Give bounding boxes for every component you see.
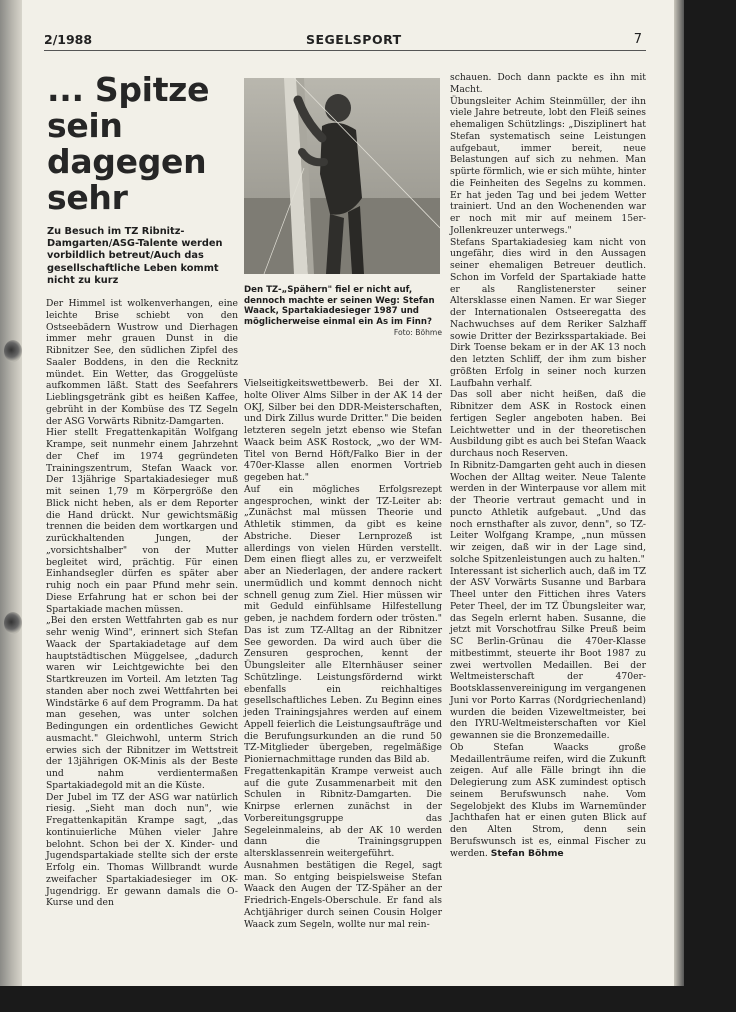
scan-left-edge <box>0 0 22 1012</box>
article-subheadline: Zu Besuch im TZ Ribnitz-Damgarten/ASG-Talente werden vorbildlich betreut/Auch das gesellschaftliche Leben kommt nicht zu kurz <box>47 226 223 286</box>
binder-hole <box>4 340 22 362</box>
paragraph: Das soll aber nicht heißen, daß die Ribnitzer dem ASK in Rostock einen fertigen Segler angeboten haben. Bei Leichtwetter und in der theoretischen Ausbildung gibt es auch bei Stefan Waack durchaus noch Reserven. <box>450 389 646 459</box>
paragraph: Fregattenkapitän Krampe verweist auch auf die gute Zusammenarbeit mit den Schulen in Ribnitz-Damgarten. Die Knirpse erlernen zunächst in der Vorbereitungsgruppe das Segeleinmaleins, ab der AK 10 werden dann die Trainingsgruppen altersklassenrein weitergeführt. <box>244 765 442 859</box>
magazine-page <box>22 0 674 986</box>
scan-right-edge <box>674 0 736 1012</box>
article-photo <box>244 78 440 274</box>
paragraph: Auf ein mögliches Erfolgsrezept angesprochen, winkt der TZ-Leiter ab: „Zunächst mal müssen Theorie und Athletik stimmen, da gibt es keine Abstriche. Dieser Lernprozeß ist allerdings von vielen Hürden verstellt. Dem einen fliegt alles zu, er verzweifelt aber an Niederlagen, der andere rackert unermüdlich und kommt dennoch nicht schnell genug zum Ziel. Hier müssen wir mit Geduld einfühlsame Hilfestellung geben, je nachdem fordern oder trösten." Das ist zum TZ-Alltag an der Ribnitzer See geworden. Da wird auch über die Zensuren gesprochen, kennt der Übungsleiter alle Elternhäuser seiner Schützlinge. Leistungsfördernd wirkt ebenfalls ein reichhaltiges gesellschaftliches Leben. Zu Beginn eines jeden Trainingsjahres werden auf einem Appell feierlich die Leistungsaufträge und die Berufungsurkunden an die rund 50 TZ-Mitglieder übergeben, regelmäßige Pioniernachmittage runden das Bild ab. <box>244 483 442 765</box>
paragraph: Der Jubel im TZ der ASG war natürlich riesig. „Sieht man doch nun", wie Fregattenkapitän Krampe sagt, „das kontinuierliche Mühen vieler Jahre belohnt. Schon bei der X. Kinder- und Jugendspartakiade stellte sich der erste Erfolg ein. Thomas Willbrandt wurde zweifacher Spartakiadesieger im OK-Jugendrigg. Er gewann damals die O-Kurse und den <box>46 791 238 909</box>
issue-number: 2/1988 <box>44 32 93 47</box>
magazine-title: SEGELSPORT <box>306 32 402 47</box>
paragraph: schauen. Doch dann packte es ihn mit Macht. <box>450 72 646 95</box>
paragraph <box>450 742 646 860</box>
paragraph: Vielseitigkeitswettbewerb. Bei der XI. holte Oliver Alms Silber in der AK 14 der OKJ, Silber bei den DDR-Meisterschaften, und Dirk Zillus wurde Dritter." Die beiden letzteren segeln jetzt ebenso wie Stefan Waack beim ASK Rostock, „wo der WM-Titel von Bernd Höft/Falko Bier in der 470er-Klasse allen enormen Vortrieb gegeben hat." <box>244 378 442 483</box>
article-column-3 <box>450 72 646 859</box>
photo-credit: Foto: Böhme <box>393 328 442 337</box>
article-column-2 <box>244 378 442 930</box>
paragraph: Hier stellt Fregattenkapitän Wolfgang Krampe, seit nunmehr einem Jahrzehnt der Chef im 1974 gegründeten Trainingszentrum, Stefan Waack vor. Der 13jährige Spartakiadesieger muß mit seinen 1,79 m Körpergröße den Blick nicht heben, als er dem Reporter die Hand drückt. Nur gewichtsmäßig trennen die beiden dem wortkargen und zurückhaltenden Jungen, der „vorsichtshalber" von der Mutter begleitet wird, prächtig. Für einen Einhandsegler dürfen es später aber ruhig noch ein paar Pfund mehr sein. Diese Erfahrung hat er schon bei der Spartakiade machen müssen. <box>46 427 238 615</box>
paragraph: Stefans Spartakiadesieg kam nicht von ungefähr, dies wird in den Aussagen seiner ehemaligen Betreuer deutlich. Schon im Vorfeld der Spartakiade hatte er als Ranglistenerster seiner Altersklasse einen Namen. Er war Sieger der Internationalen Ostseeregatta des Nachwuchses auf dem Reriker Salzhaff sowie Dritter der Bezirksspartakiade. Bei Dirk Toense bekam er in der AK 13 noch den letzten Schliff, der ihm zum bisher größten Erfolg in seiner noch kurzen Laufbahn verhalf. <box>450 236 646 389</box>
photo-caption: Den TZ-„Spähern" fiel er nicht auf, dennoch machte er seinen Weg: Stefan Waack, Spartakiadesieger 1987 und möglicherweise einmal ein As im Finn? <box>244 285 435 327</box>
paragraph: „Bei den ersten Wettfahrten gab es nur sehr wenig Wind", erinnert sich Stefan Waack der Spartakiadetage auf dem hauptstädtischen Müggelsee, „dadurch waren wir Leichtgewichte bei den Startkreuzen im Vorteil. Am letzten Tag standen aber noch zwei Wettfahrten bei Windstärke 6 auf dem Programm. Da hat man gesehen, was unter solchen Bedingungen ein ordentliches Gewicht ausmacht." Gleichwohl, unterm Strich erwies sich der Ribnitzer im Wettstreit der 13jährigen OK-Minis als der Beste und nahm verdientermaßen Spartakiadegold mit an die Küste. <box>46 615 238 791</box>
scan-bottom-edge <box>0 986 736 1012</box>
article-author: Stefan Böhme <box>490 847 564 859</box>
paragraph: Ausnahmen bestätigen die Regel, sagt man. So entging beispielsweise Stefan Waack den Augen der TZ-Späher an der Friedrich-Engels-Oberschule. Er fand als Achtjähriger durch seinen Cousin Holger Waack zum Segeln, wollte nur mal rein- <box>244 859 442 930</box>
paragraph: In Ribnitz-Damgarten geht auch in diesen Wochen der Alltag weiter. Neue Talente werden in der Winterpause vor allem mit der Theorie vertraut gemacht und in puncto Athletik aufgebaut. „Und das noch ernsthafter als zuvor, denn", so TZ-Leiter Wolfgang Krampe, „nun müssen wir zeigen, daß wir in der Lage sind, solche Spitzenleistungen auch zu halten." <box>450 459 646 565</box>
article-headline: ... Spitze sein dagegen sehr <box>47 70 210 217</box>
paragraph: Der Himmel ist wolkenverhangen, eine leichte Brise schiebt von den Ostseebädern Wustrow und Dierhagen immer mehr grauen Dunst in die Ribnitzer See, den südlichen Zipfel des Saaler Boddens, in den die Recknitz mündet. Ein Wetter, das Groggelüste aufkommen läßt. Statt des Seefahrers Lieblingsgetränk gibt es heißen Kaffee, gebrüht in der Kombüse des TZ Segeln der ASG Vorwärts Ribnitz-Damgarten. <box>46 298 238 427</box>
page-header <box>44 32 646 51</box>
paragraph-text: Ob Stefan Waacks große Medaillenträume reifen, wird die Zukunft zeigen. Auf alle Fälle bringt ihn die Delegierung zum ASK zumindest optisch seinem Berufswunsch nahe. Vom Segelobjekt des Klubs im Warnemünder Jachthafen hat er einen guten Blick auf den Alten Strom, denn sein Berufswunsch ist es, einmal Fischer zu werden. <box>450 741 646 859</box>
binder-hole <box>4 612 22 634</box>
paragraph: Übungsleiter Achim Steinmüller, der ihn viele Jahre betreute, lobt den Fleiß seines ehemaligen Schützlings: „Disziplinert hat Stefan systematisch seine Leistungen aufgebaut, immer bereit, neue Belastungen auf sich zu nehmen. Man spürte förmlich, wie er sich mühte, hinter die Feinheiten des Segelns zu kommen. Er hat jeden Tag und bei jedem Wetter trainiert. Und an den Wochenenden war er noch mit mir auf meinem 15er-Jollenkreuzer unterwegs." <box>450 95 646 236</box>
article-column-1 <box>46 298 238 909</box>
page-number: 7 <box>633 32 642 47</box>
sailor-photo-image <box>244 78 440 274</box>
paragraph: Interessant ist sicherlich auch, daß im TZ der ASV Vorwärts Susanne und Barbara Theel unter den Fittichen ihres Vaters Peter Theel, der im TZ Übungsleiter war, das Segeln erlernt haben. Susanne, die jetzt mit Vorschotfrau Silke Preuß beim SC Berlin-Grünau die 470er-Klasse mitbestimmt, steuerte ihr Boot 1987 zu zwei wertvollen Medaillen. Bei der Weltmeisterschaft der 470er-Bootsklassenvereinigung im vergangenen Juni vor Porto Karras (Nordgriechenland) wurden die beiden Vizeweltmeister, bei den IYRU-Weltmeisterschaften vor Kiel gewannen sie die Bronzemedaille. <box>450 565 646 741</box>
